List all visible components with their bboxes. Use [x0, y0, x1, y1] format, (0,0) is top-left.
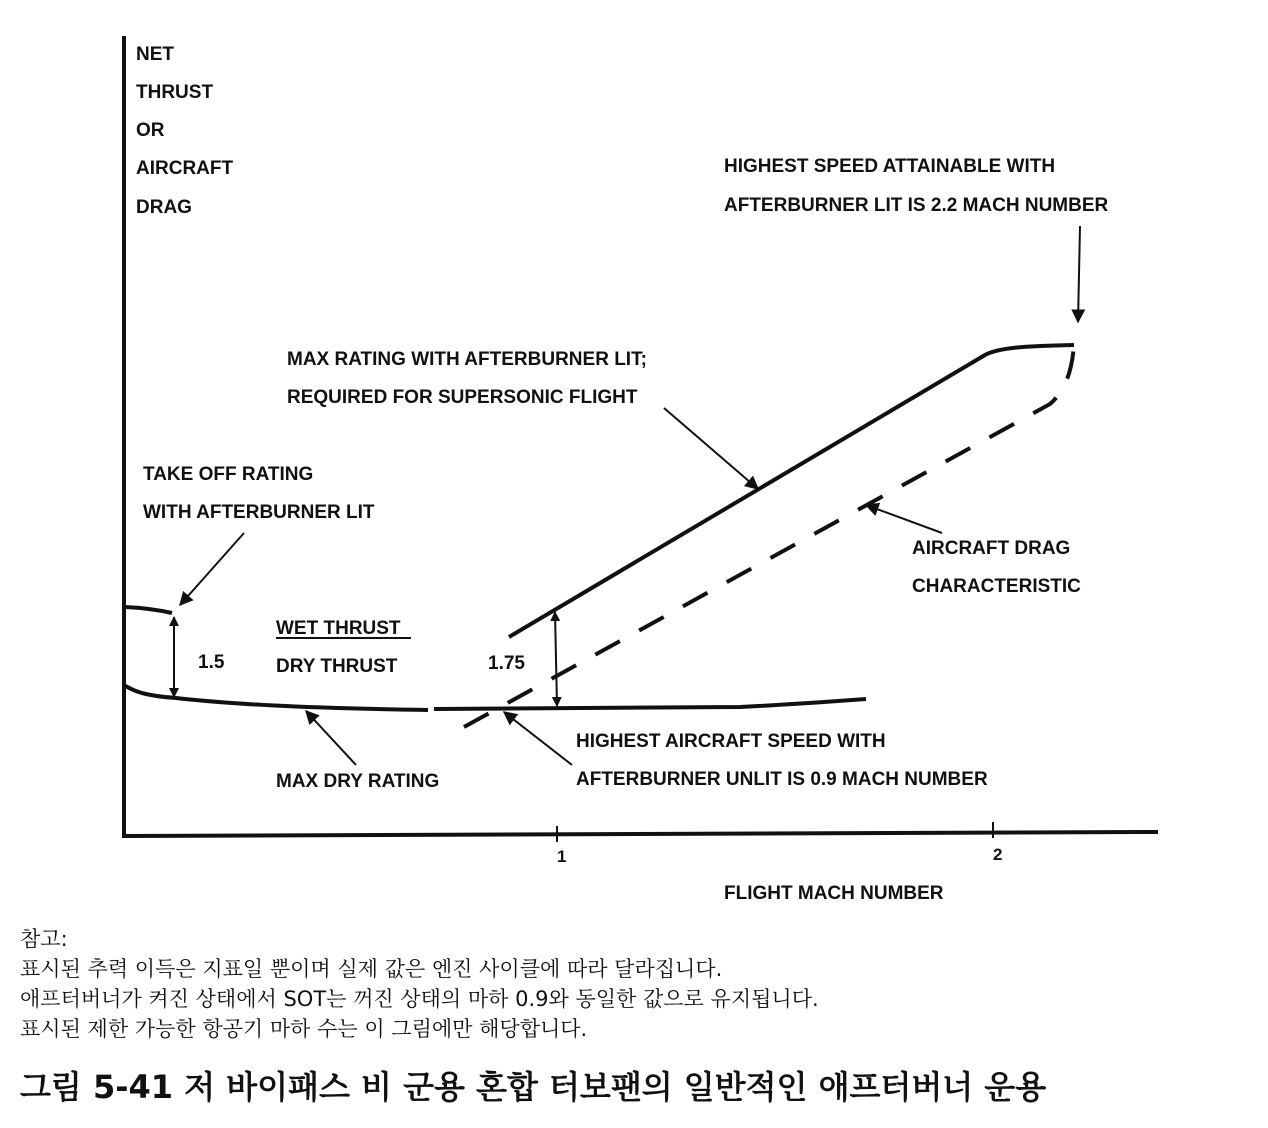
note-line-1: 표시된 추력 이득은 지표일 뿐이며 실제 값은 엔진 사이클에 따라 달라집니다.: [20, 957, 723, 981]
highest-speed-arrow: [1078, 226, 1080, 322]
max-rating-ab-arrow: [664, 408, 758, 489]
max-dry-rating-label: MAX DRY RATING: [276, 771, 440, 792]
takeoff-rating-arrow: [180, 533, 244, 605]
max-dry-rating-arrow: [306, 711, 356, 765]
note-line-2: 애프터버너가 켜진 상태에서 SOT는 꺼진 상태의 마하 0.9와 동일한 값으로 유지됩니다.: [20, 987, 819, 1011]
aircraft-drag-arrow: [866, 505, 942, 533]
x-axis: [122, 832, 1158, 836]
dry-thrust-label: DRY THRUST: [276, 656, 398, 677]
max-dry-rating-curve: [124, 685, 428, 710]
x-axis-label: FLIGHT MACH NUMBER: [724, 883, 944, 904]
x-tick-2: 2: [993, 845, 1003, 864]
x-tick-1: 1: [557, 847, 567, 866]
aircraft-drag-label-2: CHARACTERISTIC: [912, 576, 1081, 597]
note-line-3: 표시된 제한 가능한 항공기 마하 수는 이 그림에만 해당합니다.: [20, 1017, 588, 1041]
unlit-speed-label-2: AFTERBURNER UNLIT IS 0.9 MACH NUMBER: [576, 769, 988, 790]
wet-thrust-label: WET THRUST: [276, 618, 401, 639]
y-axis-label-2: THRUST: [136, 82, 214, 103]
aircraft-drag-label-1: AIRCRAFT DRAG: [912, 538, 1071, 559]
highest-speed-label-2: AFTERBURNER LIT IS 2.2 MACH NUMBER: [724, 195, 1109, 216]
unlit-speed-arrow: [504, 712, 572, 765]
highest-speed-label-1: HIGHEST SPEED ATTAINABLE WITH: [724, 156, 1056, 177]
takeoff-rating-curve: [124, 607, 172, 613]
notes-block: [20, 924, 819, 1044]
y-axis-label-4: AIRCRAFT: [136, 158, 234, 179]
max-dry-rating-curve-2: [434, 699, 866, 709]
takeoff-rating-label-1: TAKE OFF RATING: [143, 464, 314, 485]
figure-caption: 그림 5-41 저 바이패스 비 군용 혼합 터보팬의 일반적인 애프터버너 운용: [20, 1068, 1047, 1106]
y-axis-label-5: DRAG: [136, 197, 192, 218]
unlit-speed-label-1: HIGHEST AIRCRAFT SPEED WITH: [576, 731, 886, 752]
ratio-2-double-arrow: [555, 612, 557, 706]
y-axis-label-1: NET: [136, 44, 174, 65]
ratio-1-label: 1.5: [198, 652, 225, 673]
y-axis-label-3: OR: [136, 120, 165, 141]
max-rating-ab-label-1: MAX RATING WITH AFTERBURNER LIT;: [287, 349, 647, 370]
notes-heading: 참고:: [20, 927, 68, 951]
max-rating-ab-label-2: REQUIRED FOR SUPERSONIC FLIGHT: [287, 387, 638, 408]
takeoff-rating-label-2: WITH AFTERBURNER LIT: [143, 502, 375, 523]
ratio-2-label: 1.75: [488, 653, 525, 674]
